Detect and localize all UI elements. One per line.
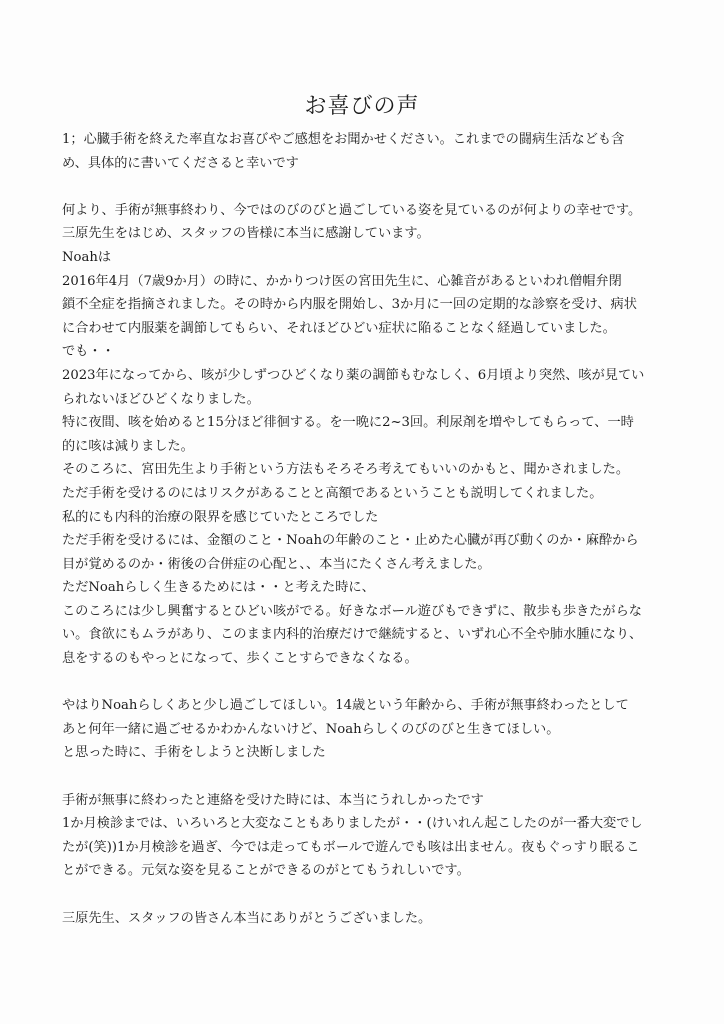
- body-text-line: ただ手術を受けるには、金額のこと・Noahの年齢のこと・止めた心臓が再び動くのか・麻酔から: [62, 533, 639, 549]
- blank-line: [62, 883, 682, 907]
- body-text-line: め、具体的に書いてくださると幸いです: [62, 155, 299, 171]
- body-text-line: とができる。元気な姿を見ることができるのがとてもうれしいです。: [62, 863, 470, 879]
- letter-body: [62, 128, 682, 930]
- body-text-line: 2023年になってから、咳が少しずつひどくなり薬の調節もむなしく、6月頃より突然、咳が見てい: [62, 367, 645, 383]
- body-text-line: と思った時に、手術をしようと決断しました: [62, 745, 326, 761]
- blank-line: [62, 671, 682, 695]
- body-text-line: 手術が無事に終わったと連絡を受けた時には、本当にうれしかったです: [62, 792, 484, 808]
- body-text-line: 三原先生をはじめ、スタッフの皆様に本当に感謝しています。: [62, 226, 430, 242]
- body-text-line: 息をするのもやっとになって、歩くことすらできなくなる。: [62, 651, 418, 667]
- body-text-line: 三原先生、スタッフの皆さん本当にありがとうございました。: [62, 910, 432, 926]
- body-text-line: そのころに、宮田先生より手術という方法もそろそろ考えてもいいのかもと、聞かされました。: [62, 462, 630, 478]
- body-text-line: やはりNoahらしくあと少し過ごしてほしい。14歳という年齢から、手術が無事終わったとして: [62, 698, 629, 714]
- page-title: お喜びの声: [304, 94, 420, 119]
- body-text-line: に合わせて内服薬を調節してもらい、それほどひどい症状に陥ることなく経過していました。: [62, 320, 616, 336]
- body-text-line: 鎖不全症を指摘されました。その時から内服を開始し、3か月に一回の定期的な診察を受け、病状: [62, 297, 637, 313]
- blank-line: [62, 175, 682, 199]
- body-text-line: 的に咳は減りました。: [62, 438, 194, 454]
- body-text-line: 目が覚めるのか・術後の合併症の心配と、、本当にたくさん考えました。: [62, 556, 491, 572]
- body-text-line: ただ手術を受けるのにはリスクがあることと高額であるということも説明してくれました。: [62, 485, 603, 501]
- body-text-line: 1；心臓手術を終えた率直なお喜びやご感想をお聞かせください。これまでの闘病生活なども含: [62, 132, 625, 147]
- body-text-line: このころには少し興奮するとひどい咳がでる。好きなボール遊びもできずに、散歩も歩きたがらな: [62, 603, 642, 619]
- body-text-line: あと何年一緒に過ごせるかわかんないけど、Noahらしくのびのびと生きてほしい。: [62, 721, 560, 737]
- body-text-line: 私的にも内科的治療の限界を感じていたところでした: [62, 509, 379, 525]
- body-text-line: ただNoahらしく生きるためには・・と考えた時に、: [62, 580, 375, 596]
- body-text-line: 2016年4月（7歳9か月）の時に、かかりつけ医の宮田先生に、心雑音があるといわれ僧帽弁閉: [62, 273, 622, 289]
- body-text-line: たが(笑))1か月検診を過ぎ、今では走ってもボールで遊んでも咳は出ません。夜もぐっすり眠るこ: [62, 839, 640, 855]
- body-text-line: でも・・: [62, 344, 115, 360]
- body-text-line: 1か月検診までは、いろいろと大変なこともありましたが・・(けいれん起こしたのが一番大変でし: [62, 816, 643, 832]
- blank-line: [62, 765, 682, 789]
- body-text-line: 特に夜間、咳を始めると15分ほど徘徊する。を一晩に2~3回。利尿剤を増やしてもらって、一時: [62, 415, 634, 431]
- body-text-line: い。食欲にもムラがあり、このまま内科的治療だけで継続すると、いずれ心不全や肺水腫になり、: [62, 627, 643, 643]
- body-text-line: 何より、手術が無事終わり、今ではのびのびと過ごしている姿を見ているのが何よりの幸せです。: [62, 202, 642, 218]
- body-text-line: られないほどひどくなりました。: [62, 391, 260, 407]
- body-text-line: Noahは: [62, 249, 112, 265]
